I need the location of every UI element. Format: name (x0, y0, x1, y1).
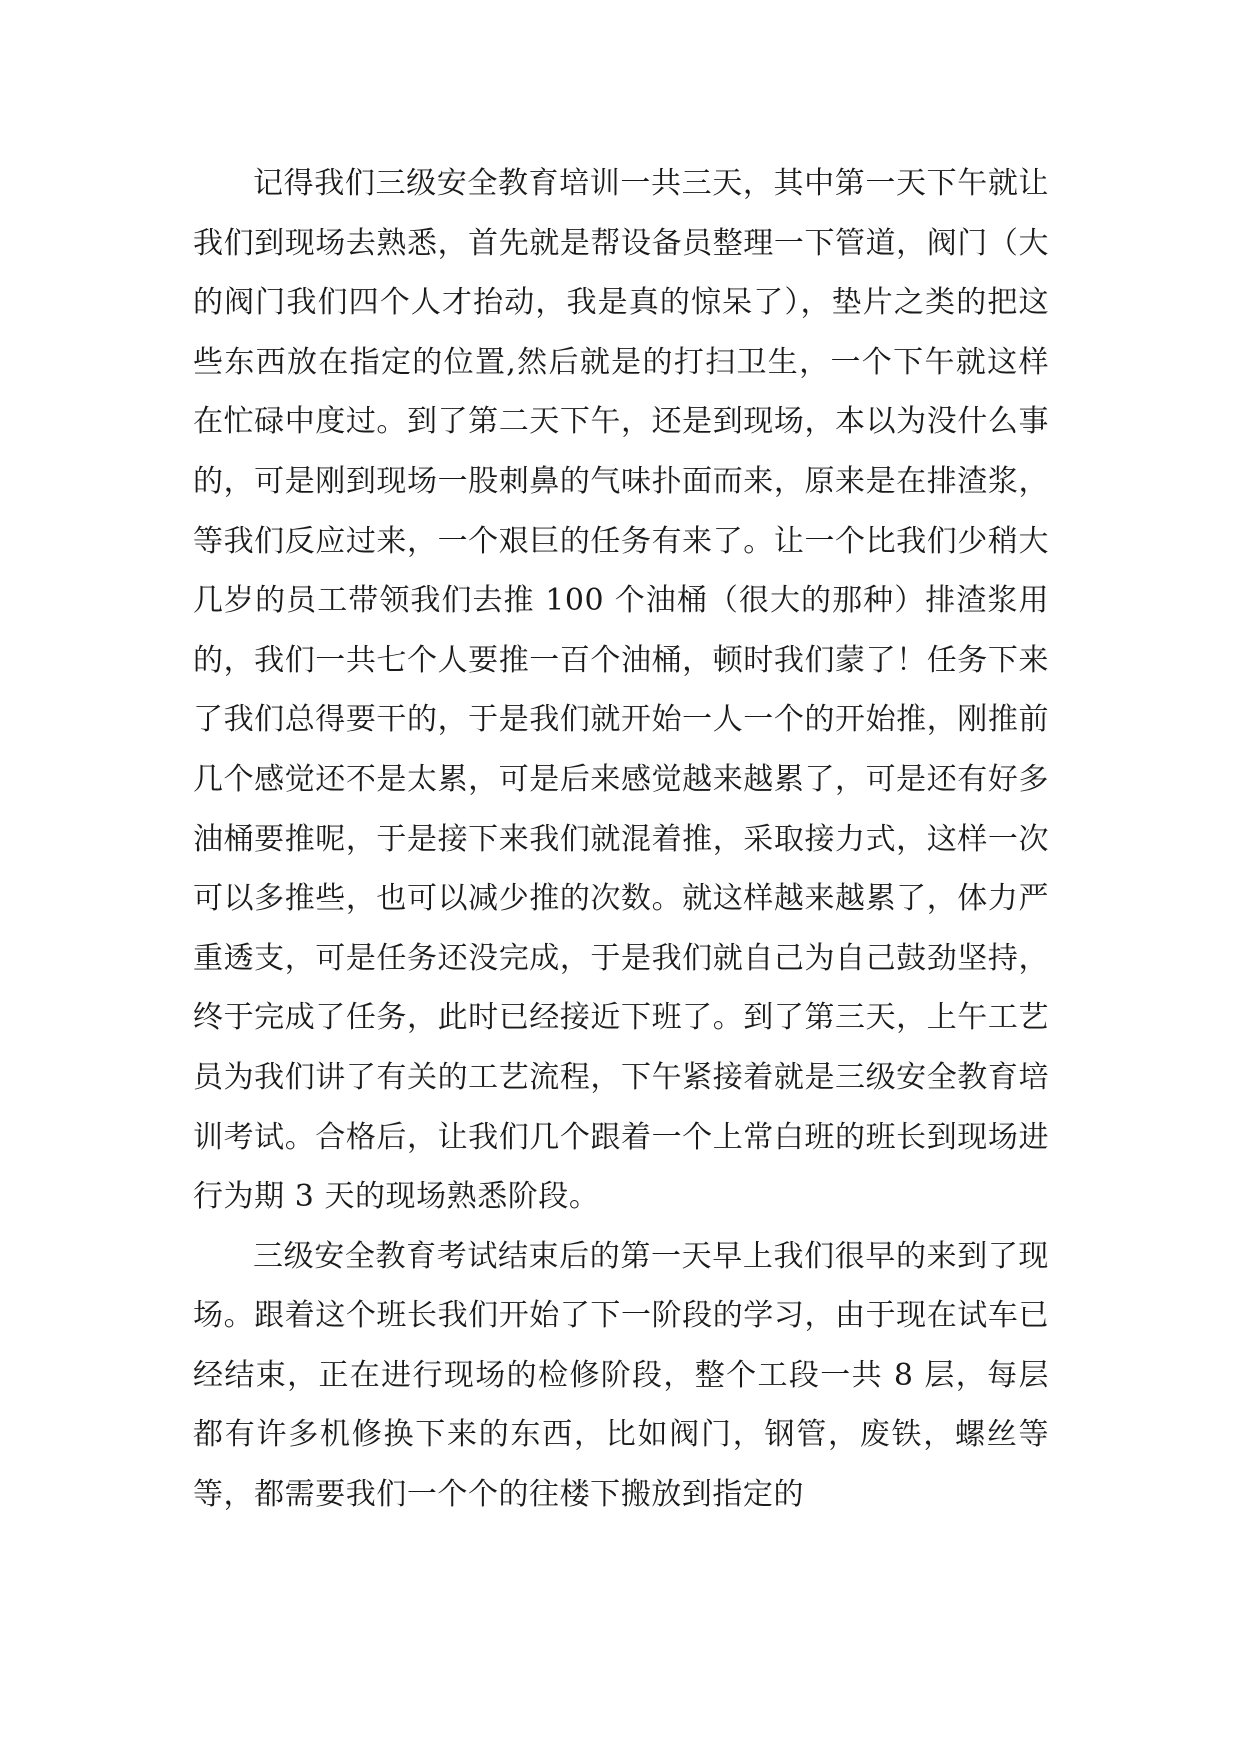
document-body (193, 154, 1049, 1525)
paragraph-2: 三级安全教育考试结束后的第一天早上我们很早的来到了现场。跟着这个班长我们开始了下一阶段的学习，由于现在试车已经结束，正在进行现场的检修阶段，整个工段一共 8 层，每层都有许多机修换下来的东西，比如阀门，钢管，废铁，螺丝等等，都需要我们一个个的往楼下搬放到指定的 (193, 1238, 1049, 1513)
paragraph-1: 记得我们三级安全教育培训一共三天，其中第一天下午就让我们到现场去熟悉，首先就是帮设备员整理一下管道，阀门（大的阀门我们四个人才抬动，我是真的惊呆了），垫片之类的把这些东西放在指定的位置,然后就是的打扫卫生，一个下午就这样在忙碌中度过。到了第二天下午，还是到现场，本以为没什么事的，可是刚到现场一股刺鼻的气味扑面而来，原来是在排渣浆，等我们反应过来，一个艰巨的任务有来了。让一个比我们少稍大几岁的员工带领我们去推 100 个油桶（很大的那种）排渣浆用的，我们一共七个人要推一百个油桶，顿时我们蒙了！任务下来了我们总得要干的，于是我们就开始一人一个的开始推，刚推前几个感觉还不是太累，可是后来感觉越来越累了，可是还有好多油桶要推呢，于是接下来我们就混着推，采取接力式，这样一次可以多推些，也可以减少推的次数。就这样越来越累了，体力严重透支，可是任务还没完成，于是我们就自己为自己鼓劲坚持，终于完成了任务，此时已经接近下班了。到了第三天，上午工艺员为我们讲了有关的工艺流程，下午紧接着就是三级安全教育培训考试。合格后，让我们几个跟着一个上常白班的班长到现场进行为期 3 天的现场熟悉阶段。 (193, 166, 1049, 1215)
